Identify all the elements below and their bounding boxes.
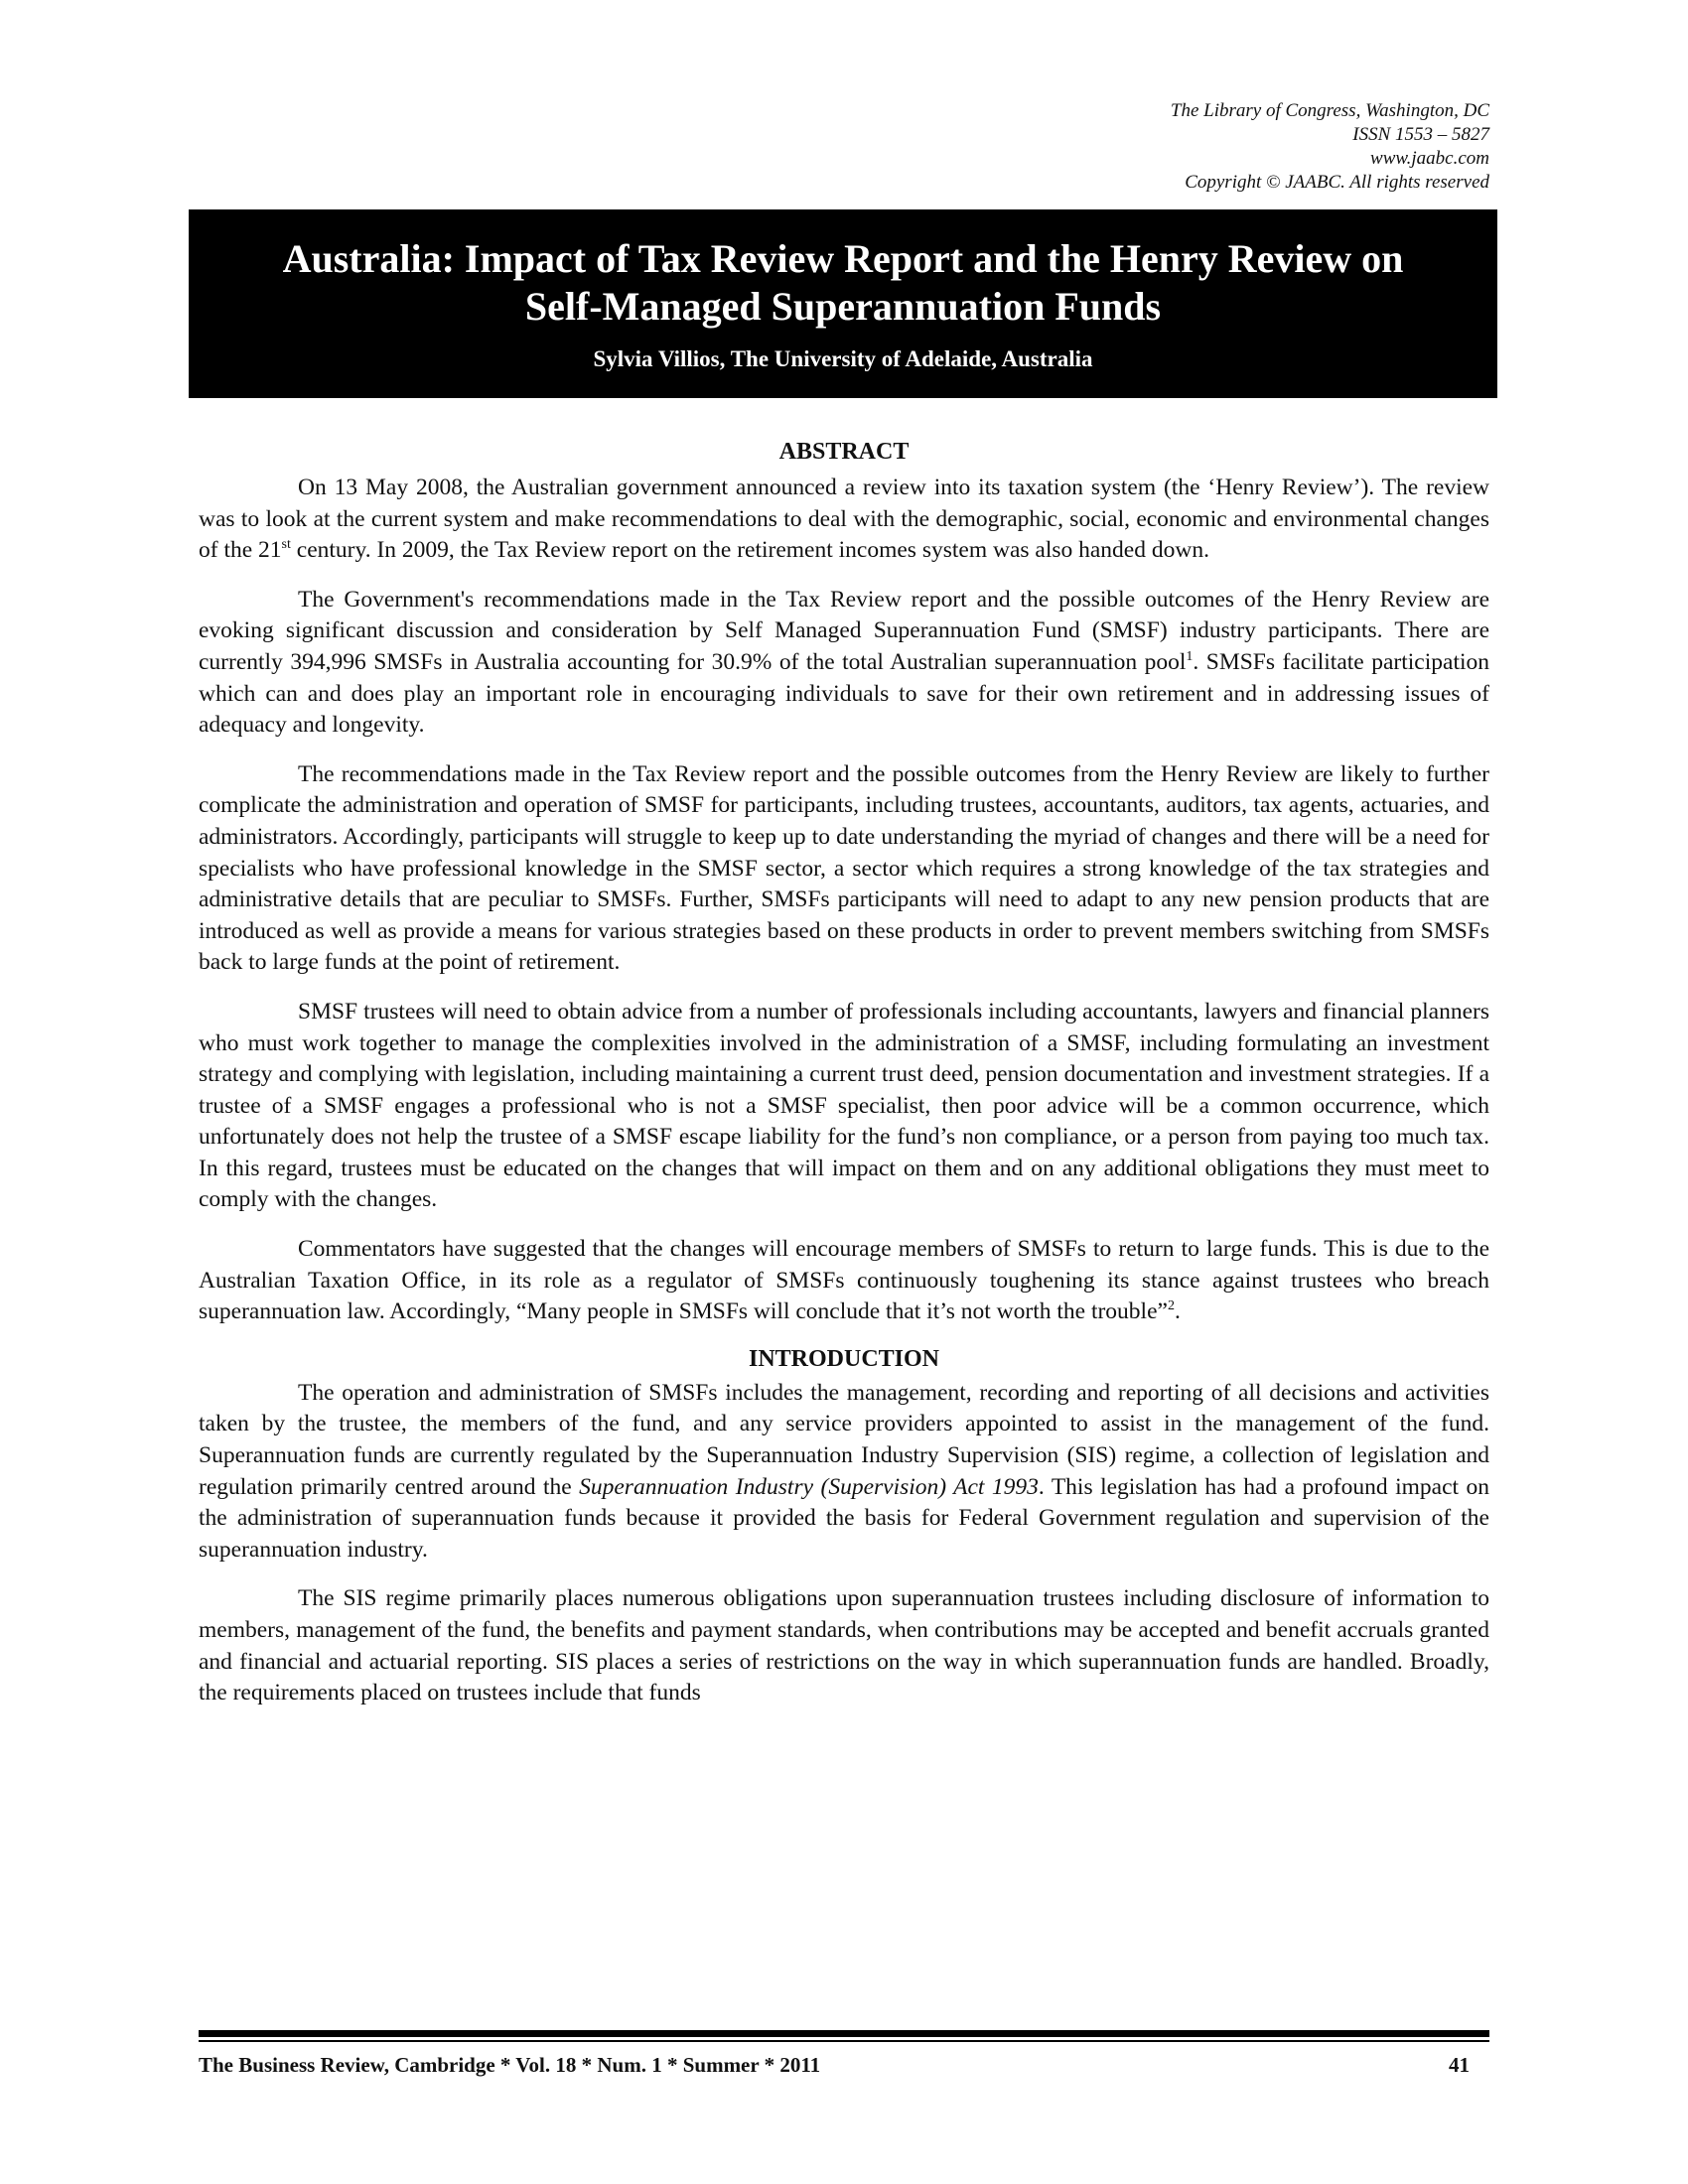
footnote-ref-2: 2 — [1167, 1298, 1175, 1314]
footer-rule-thin — [199, 2040, 1489, 2042]
footer-rule-thick — [199, 2030, 1489, 2037]
introduction-heading: INTRODUCTION — [748, 1345, 940, 1372]
website-line: www.jaabc.com — [1370, 148, 1489, 169]
abstract-paragraph-5: Commentators have suggested that the changes will encourage members of SMSFs to return to large funds. This is due to the Australian Taxation Office, in its role as a regulator of SMSFs continuously toughening its stance against trustees who breach superannuation law. Accordingly, “Many people in SMSFs will conclude that it’s not worth the trouble”$^2$. — [199, 1236, 1489, 1325]
copyright-line: Copyright © JAABC. All rights reserved — [1185, 172, 1489, 193]
library-line: The Library of Congress, Washington, DC — [1170, 100, 1489, 121]
abstract-paragraph-4: SMSF trustees will need to obtain advice from a number of professionals including accountants, lawyers and financial planners who must work together to manage the complexities involved in the administration of a SMSF, including formulating an investment strategy and complying with legislation, including maintaining a current trust deed, pension documentation and investment strategies. If a trustee of a SMSF engages a professional who is not a SMSF specialist, then poor advice will be a common occurrence, which unfortunately does not help the trustee of a SMSF escape liability for the fund’s non compliance, or a person from paying too much tax. In this regard, trustees must be educated on the changes that will impact on them and on any additional obligations they must meet to comply with the changes. — [199, 998, 1489, 1213]
paper-title — [189, 235, 1497, 331]
paper-body — [199, 437, 1489, 1727]
title-banner — [189, 209, 1497, 398]
journal-citation: The Business Review, Cambridge * Vol. 18 * Num. 1 * Summer * 2011 — [199, 2053, 821, 2077]
author-affiliation: Sylvia Villios, The University of Adelaide, Australia — [593, 346, 1093, 371]
abstract-heading: ABSTRACT — [778, 439, 910, 465]
title-line-1: Australia: Impact of Tax Review Report and the Henry Review on — [282, 236, 1404, 281]
page-footer — [199, 2053, 1489, 2083]
footnote-ref-1: 1 — [1186, 649, 1194, 665]
abstract-paragraph-3: The recommendations made in the Tax Review report and the possible outcomes from the Henry Review are likely to further complicate the administration and operation of SMSF for participants, including trustees, accountants, auditors, tax agents, actuaries, and administrators. Accordingly, participants will struggle to keep up to date understanding the myriad of changes and there will be a need for specialists who have professional knowledge in the SMSF sector, a sector which requires a strong knowledge of the tax strategies and administrative details that are peculiar to SMSFs. Further, SMSFs participants will need to adapt to any new pension products that are introduced as well as provide a means for various strategies based on these products in order to prevent members switching from SMSFs back to large funds at the point of retirement. — [199, 760, 1489, 976]
act-title: Superannuation Industry (Supervision) Act 1993 — [579, 1473, 1039, 1500]
introduction-paragraph-1: The operation and administration of SMSFs includes the management, recording and reporting of all decisions and activities taken by the trustee, the members of the fund, and any service providers appointed to assist in the management of the fund. Superannuation funds are currently regulated by the Superannuation Industry Supervision (SIS) regime, a collection of legislation and regulation primarily centred around the Superannuation Industry (Supervision) Act 1993. This legislation has had a profound impact on the administration of superannuation funds because it provided the basis for Federal Government regulation and supervision of the superannuation industry. — [199, 1379, 1489, 1563]
page-number: 41 — [1449, 2053, 1470, 2077]
abstract-paragraph-2: The Government's recommendations made in the Tax Review report and the possible outcomes of the Henry Review are evoking significant discussion and consideration by Self Managed Superannuation Fund (SMSF) industry participants. There are currently 394,996 SMSFs in Australia accounting for 30.9% of the total Australian superannuation pool$^1$. SMSFs facilitate participation which can and does play an important role in encouraging individuals to save for their own retirement and in addressing issues of adequacy and longevity. — [199, 586, 1489, 739]
issn-line: ISSN 1553 – 5827 — [1352, 124, 1489, 145]
title-line-2: Self-Managed Superannuation Funds — [524, 284, 1162, 329]
introduction-paragraph-2: The SIS regime primarily places numerous obligations upon superannuation trustees including disclosure of information to members, management of the fund, the benefits and payment standards, when contributions may be accepted and benefit accruals granted and financial and actuarial reporting. SIS places a series of restrictions on the way in which superannuation funds are handled. Broadly, the requirements placed on trustees include that funds — [199, 1585, 1489, 1706]
abstract-paragraph-1: On 13 May 2008, the Australian government announced a review into its taxation system (the ‘Henry Review’). The review was to look at the current system and make recommendations to deal with the demographic, social, economic and environmental changes of the 21st century. In 2009, the Tax Review report on the retirement incomes system was also handed down. — [199, 475, 1489, 564]
publication-info — [894, 99, 1489, 195]
